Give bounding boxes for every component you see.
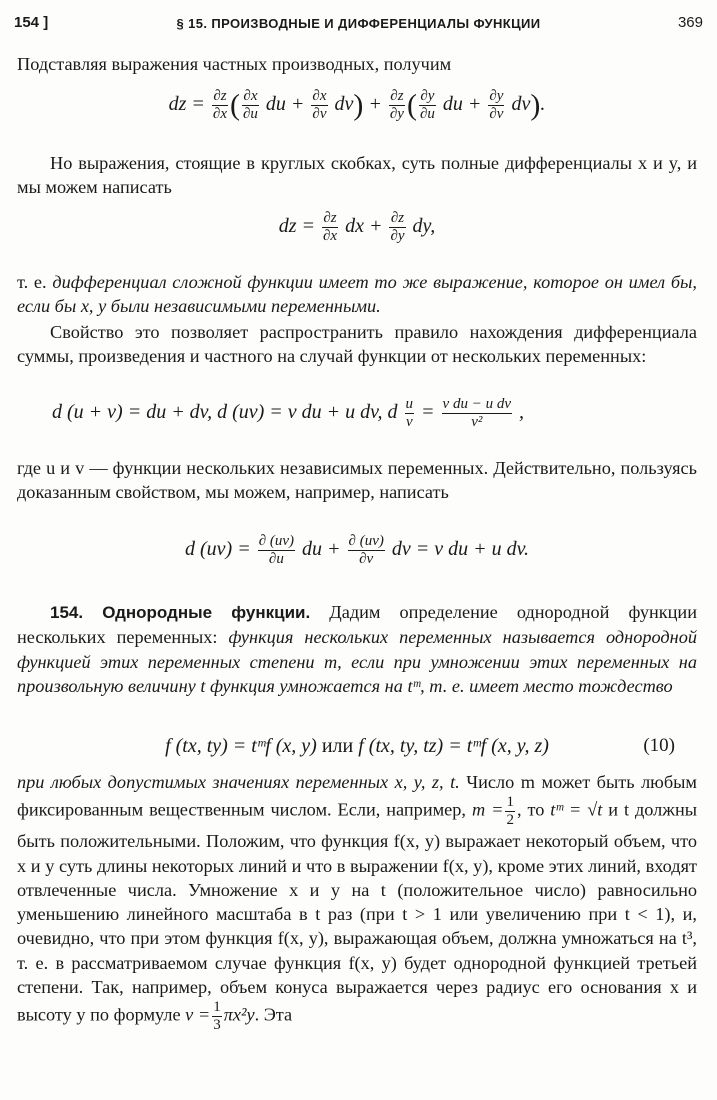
paragraph-5: где u и v — функции нескольких независимых переменных. Действительно, пользуясь доказанным свойством, мы можем, например, написать (17, 458, 697, 503)
page-number-right: 369 (677, 14, 703, 31)
running-title: § 15. ПРОИЗВОДНЫЕ И ДИФФЕРЕНЦИАЛЫ ФУНКЦИИ (176, 16, 541, 31)
formula-d-uv: d (uv) = $\frac{\partial (uv)}{\partial u}$ du + $\frac{\partial (uv)}{\partial v}$ dv = v du + u dv. (185, 533, 529, 567)
paragraph-4: Свойство это позволяет распространить правило нахождения дифференциала суммы, произведения и частного на случай функции от нескольких переменных: (17, 322, 697, 367)
equation-number: (10) (643, 735, 675, 756)
paragraph-1: Подставляя выражения частных производных, получим (17, 54, 452, 74)
page-number-left: 154 ] (14, 14, 49, 31)
formula-differential-rules: d (u + v) = du + dv, d (uv) = v du + u dv, d $\frac{u}{v}$ = $\frac{\text{v du − u dv}}{\text{v²}}$ , (52, 396, 524, 430)
page-header (14, 12, 703, 34)
formula-homogeneous-10: f (tx, ty) = tᵐf (x, y) или f (tx, ty, tz) = tᵐf (x, y, z) (10) (165, 735, 675, 757)
formula-dz-total: dz = $\frac{\partial z}{\partial x}$ dx + $\frac{\partial z}{\partial y}$ dy, (278, 210, 436, 244)
section-title: 154. Однородные функции. (50, 603, 311, 622)
formula-dz-chain: dz = $\frac{\partial z}{\partial x}$ ( $\frac{\partial x}{\partial u}$ du + $\frac{\partial x}{\partial v}$ dv) + $\frac{\partial z}{\partial y}$ ( $\frac{\partial y}{\partial u}$ du + $\frac{\partial y}{\partial v}$ dv). (168, 88, 546, 122)
paragraph-2: Но выражения, стоящие в круглых скобках, суть полные дифференциалы x и y, и мы можем написать (17, 153, 697, 198)
paragraph-6: 154. Однородные функции. Дадим определение однородной функции нескольких переменных: функция нескольких переменных называется однородной функцией этих переменных степени m, если при умножении этих переменных на произвольную величину t функция умножается на tᵐ, т. е. имеет место тождество (17, 602, 697, 696)
paragraph-7: при любых допустимых значениях переменных x, y, z, t. Число m может быть любым фиксированным вещественным числом. Если, например, m = $\frac{1}{2}$ , то tᵐ = √t и t должны быть положительными. Положим, что функция f(x, y) выражает некоторый объем, что x и y суть длины некоторых линий и что в выражении f(x, y), кроме этих линий, входят отвлеченные числа. Умножение x и y на t (положительное число) равносильно уменьшению линейного масштаба в t раз (при t > 1 или увеличению при t < 1), и, очевидно, что при этом функция f(x, y), выражающая объем, должна умножаться на t³, т. е. в рассматриваемом случае функция f(x, y) будет однородной функцией третьей степени. Так, например, объем конуса выражается через радиус его основания x и высоту y по формуле v = $\frac{1}{3}$ πx²y. Эта (17, 772, 698, 1034)
paragraph-3: т. е. дифференциал сложной функции имеет то же выражение, которое он имел бы, если бы x, y были независимыми переменными. (17, 272, 697, 317)
